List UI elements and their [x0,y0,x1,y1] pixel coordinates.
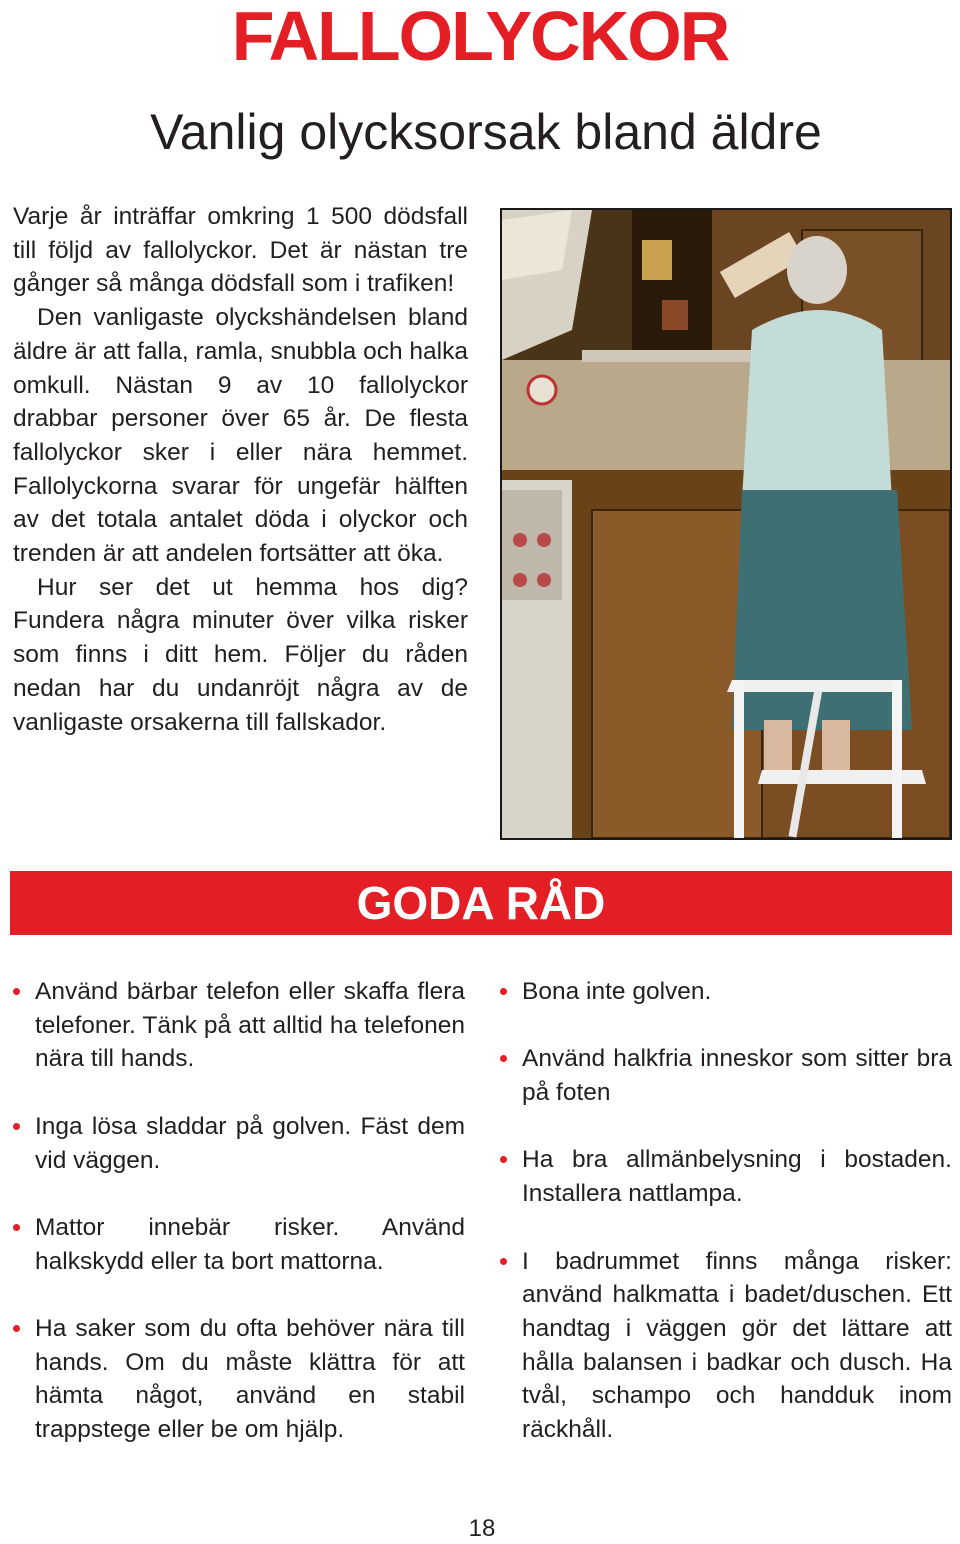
tip-text: I badrummet finns många risker: använd halkmatta i badet/duschen. Ett handtag i väggen gör det lättare att hålla balansen i badkar och dusch. Ha tvål, schampo och handduk inom räckhåll. [522,1247,952,1444]
tips-list-right [500,975,952,1480]
bullet-icon [500,1055,507,1062]
tip-text: Använd bärbar telefon eller skaffa flera telefoner. Tänk på att alltid ha telefonen nära till hands. [35,978,465,1073]
tip-item [500,1143,952,1210]
tip-item [13,975,465,1076]
intro-paragraph: Hur ser det ut hemma hos dig? Fundera några minuter över vilka risker som finns i ditt hem. Följer du råden nedan har du undanröjt några av de vanligaste orsakerna till fallskador. [13,573,468,736]
tip-text: Ha saker som du ofta behöver nära till hands. Om du måste klättra för att hämta något, använd en stabil trappstege eller be om hjälp. [35,1314,465,1444]
bullet-icon [13,1325,20,1332]
bullet-icon [500,1258,507,1265]
page-title: FALLOLYCKOR [231,0,729,75]
tip-item [500,1245,952,1447]
tip-text: Ha bra allmänbelysning i bostaden. Installera nattlampa. [522,1146,952,1208]
intro-paragraph: Varje år inträffar omkring 1 500 dödsfall till följd av fallolyckor. Det är nästan tre gånger så många dödsfall som i trafiken! [13,203,468,298]
tip-item [13,1211,465,1278]
tip-text: Mattor innebär risker. Använd halkskydd eller ta bort mattorna. [35,1213,465,1275]
page-subtitle: Vanlig olycksorsak bland äldre [150,104,822,160]
tip-item [500,1042,952,1109]
bullet-icon [500,988,507,995]
tips-list-left [13,975,465,1480]
intro-paragraph: Den vanligaste olyckshändelsen bland äldre är att falla, ramla, snubbla och halka omkull. Nästan 9 av 10 fallolyckor drabbar personer över 65 år. De flesta fallolyckor sker i eller nära hemmet. Fallolyckorna svarar för ungefär hälften av det totala antalet döda i olyckor och trenden är att andelen fortsätter att öka. [13,304,468,568]
tip-item [500,975,952,1009]
tip-item [13,1110,465,1177]
tip-text: Bona inte golven. [522,978,712,1005]
intro-text [13,200,468,739]
tip-text: Använd halkfria inneskor som sitter bra på foten [522,1045,952,1107]
bullet-icon [13,1123,20,1130]
tip-text: Inga lösa sladdar på golven. Fäst dem vid väggen. [35,1112,465,1174]
kitchen-photo-illustration [502,210,950,838]
bullet-icon [500,1156,507,1163]
kitchen-photo [500,208,952,840]
tip-item [13,1312,465,1447]
bullet-icon [13,988,20,995]
page-number: 18 [468,1515,496,1542]
bullet-icon [13,1224,20,1231]
goda-rad-banner: GODA RÅD [10,871,952,935]
